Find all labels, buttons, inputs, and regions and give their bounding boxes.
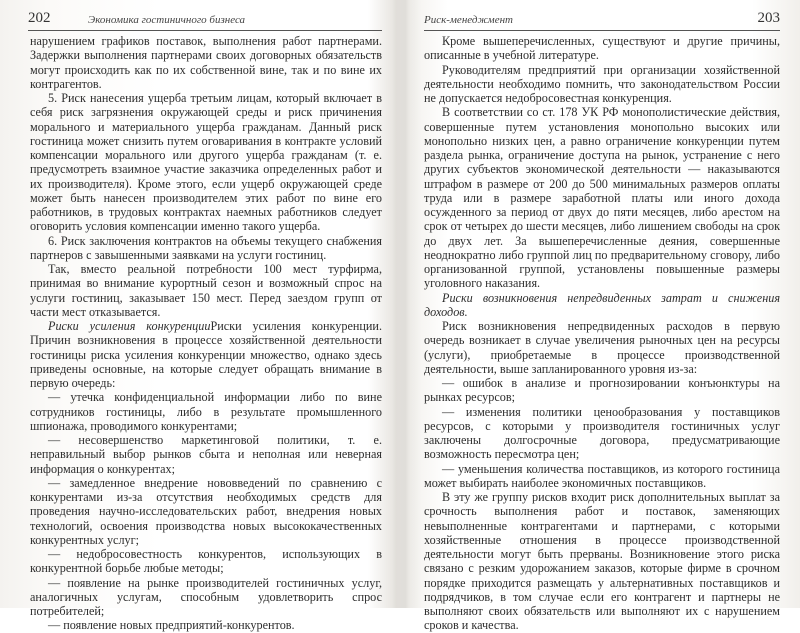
left-page-number: 202 bbox=[28, 10, 51, 26]
list-item: — несовершенство маркетинговой политики, т. е. неправильный выбор рынков сбыта и неполная или неверная информация о конкурентах; bbox=[30, 433, 382, 476]
right-running-title: Риск-менеджмент bbox=[424, 14, 513, 26]
list-item: — появление на рынке производителей гостиничных услуг, аналогичных услугам, способным удовлетворить спрос потребителей; bbox=[30, 575, 382, 618]
list-item: — появление новых предприятий-конкурентов. bbox=[48, 618, 295, 633]
paragraph-rest: Риски усиления конкуренции. Причин возникновения в процессе хозяйственной деятельности гостиницы риска усиления конкуренции множество, однако здесь приведены основные, на которые следует обращать внимание в первую очередь: bbox=[30, 319, 382, 390]
paragraph: Так, вместо реальной потребности 100 мест турфирма, принимая во внимание курортный сезон и возможный спрос на услуги гостиниц, заказывает 150 мест. Перед заездом групп от части мест отказывается. bbox=[30, 262, 382, 319]
numbered-item: 6. Риск заключения контрактов на объемы текущего снабжения партнеров с завышенными заявками на услуги гостиниц. bbox=[30, 233, 382, 262]
paragraph: В соответствии со ст. 178 УК РФ монополистические действия, совершенные путем установления монопольно высоких или монопольно низких цен, а равно ограничение конкуренции путем раздела рынка, ограничение доступа на рынок, устранение с него других субъектов экономической деятельности — наказываются штрафом в размере от 200 до 500 минимальных размеров оплаты труда или в размере заработной платы или иного дохода осужденного за период от двух до пяти месяцев, либо арестом на срок от четырех до шести месяцев, либо лишением свободы на срок до двух лет. За вышеперечисленные деяния, совершенные неоднократно либо группой лиц по предварительному сговору, либо организованной группой, установлены повышенные размеры уголовного наказания. bbox=[424, 105, 780, 291]
list-item: — замедленное внедрение нововведений по сравнению с конкурентами из-за отсутствия необходимых средств для проведения научно-исследовательских работ, внедрения новых технологий, освоения производства новых высококачественных конкурентных услуг; bbox=[30, 475, 382, 547]
list-item: — уменьшения количества поставщиков, из которого гостиница может выбирать наиболее экономичных поставщиков. bbox=[424, 461, 780, 490]
paragraph: Кроме вышеперечисленных, существуют и другие причины, описанные в учебной литературе. bbox=[424, 34, 780, 63]
list-item: — ошибок в анализе и прогнозировании конъюнктуры на рынках ресурсов; bbox=[424, 376, 780, 405]
list-item: — изменения политики ценообразования у поставщиков ресурсов, с которыми у производителя гостиничных услуг заключены долгосрочные договора, предусматривающие возможность пересмотра цен; bbox=[424, 404, 780, 462]
paragraph: В эту же группу рисков входит риск дополнительных выплат за срочность выполнения работ и поставок, заменяющих невыполненные контрагентами и партнерами, с которыми хозяйственные отношения в процессе производственной деятельности могут быть прерваны. Возникновение этого риска связано с резким удорожанием заказов, которые фирме в срочном порядке приходится размещать у альтернативных поставщиков и подрядчиков, в том случае если его контрагент и партнеры не выполняют своих обязательств или выполняют их с нарушением сроков и качества. bbox=[424, 490, 780, 633]
italic-lead: Риски усиления конкуренции bbox=[48, 319, 211, 333]
right-running-head bbox=[424, 10, 780, 31]
right-page bbox=[412, 0, 800, 633]
competition-risks-paragraph bbox=[30, 319, 382, 390]
right-body-text bbox=[424, 34, 780, 633]
right-page-number: 203 bbox=[757, 10, 780, 26]
left-body-text bbox=[30, 34, 382, 633]
paragraph: Руководителям предприятий при организации хозяйственной деятельности необходимо помнить, что законодательством России не допускается недобросовестная конкуренция. bbox=[424, 62, 780, 105]
list-item: — недобросовестность конкурентов, использующих в конкурентной борьбе любые методы; bbox=[30, 547, 382, 576]
list-item: — утечка конфиденциальной информации либо по вине сотрудников гостиницы, либо в результате промышленного шпионажа, проводимого конкурентами; bbox=[30, 390, 382, 433]
numbered-item: 5. Риск нанесения ущерба третьим лицам, который включает в себя риск загрязнения окружающей среды и риск причинения морального и материального ущерба гражданам. Данный риск гостиница может снизить путем оговаривания в контракте условий компенсации морального или другого ущерба гражданам (т. е. предусмотреть взаимное участие заказчика определенных работ и их производителя). Кроме этого, если ущерб окружающей среде может быть нанесен производителем этих работ по вине его работников, в трудовых контрактах наемных работников следует оговорить условия компенсации именно такого ущерба. bbox=[30, 91, 382, 234]
section-heading: Риски возникновения непредвиденных затрат и снижения доходов. bbox=[424, 290, 780, 319]
left-running-title: Экономика гостиничного бизнеса bbox=[88, 14, 246, 26]
paragraph: нарушением графиков поставок, выполнения работ партнерами. Задержки выполнения партнерами своих договорных обязательств могут происходить как по их собственной вине, так и по вине их контрагентов. bbox=[30, 34, 382, 91]
left-running-head bbox=[28, 10, 382, 31]
paragraph: Риск возникновения непредвиденных расходов в первую очередь возникает в случае увеличения рыночных цен на ресурсы (услуги), приобретаемые в процессе производственной деятельности, выше запланированного уровня из-за: bbox=[424, 319, 780, 376]
